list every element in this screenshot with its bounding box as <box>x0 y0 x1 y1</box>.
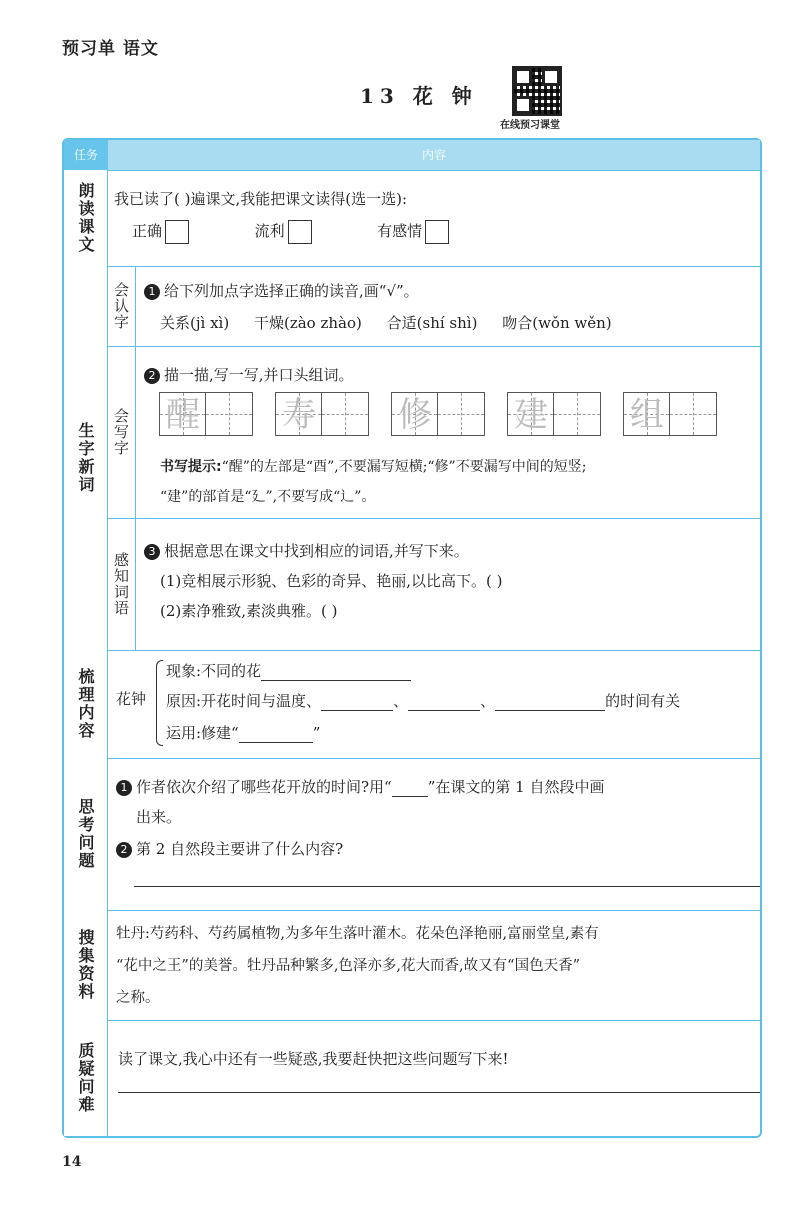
section-label-materials: 搜集资料 <box>64 910 108 1020</box>
pinyin-choice[interactable]: 吻合(wǒn wěn) <box>502 314 612 332</box>
page-number: 14 <box>62 1154 82 1170</box>
section-label-outline: 梳理内容 <box>64 650 108 758</box>
option-checkbox[interactable] <box>165 220 189 244</box>
answer-line[interactable] <box>118 1092 760 1093</box>
outline-root: 花钟 <box>116 690 147 708</box>
materials-line-1: 牡丹:芍药科、芍药属植物,为多年生落叶灌木。花朵色泽艳丽,富丽堂皇,素有 <box>116 926 599 942</box>
writing-grid[interactable]: 修 <box>391 392 485 436</box>
writing-grid[interactable]: 组 <box>623 392 717 436</box>
writing-grid[interactable]: 建 <box>507 392 601 436</box>
perceive-item-1: (1)竞相展示形貌、色彩的奇异、艳丽,以比高下。( ) <box>160 572 503 590</box>
materials-line-3: 之称。 <box>116 990 160 1006</box>
section-label-questions: 思考问题 <box>64 758 108 910</box>
preview-table <box>62 138 762 1138</box>
section-label-doubts: 质疑问难 <box>64 1020 108 1136</box>
writing-grid[interactable]: 寿 <box>275 392 369 436</box>
perceive-instruction: 3 根据意思在课文中找到相应的词语,并写下来。 <box>144 540 469 561</box>
writing-grid[interactable]: 醒 <box>159 392 253 436</box>
recognize-words <box>160 312 612 333</box>
doubts-prompt: 读了课文,我心中还有一些疑惑,我要赶快把这些问题写下来! <box>118 1050 509 1068</box>
section-label-reading: 朗读课文 <box>64 170 108 266</box>
question-1: 1 作者依次介绍了哪些花开放的时间?用“ ”在课文的第 1 自然段中画 <box>116 776 604 797</box>
qr-code-icon[interactable] <box>512 66 562 116</box>
perceive-item-2: (2)素净雅致,素淡典雅。( ) <box>160 602 338 620</box>
sublabel-write: 会写字 <box>108 346 136 518</box>
sublabel-recognize: 会认字 <box>108 266 136 346</box>
outline-reason: 原因:开花时间与温度、 、 、 的时间有关 <box>166 692 681 710</box>
section-label-new-chars: 生字新词 <box>64 266 108 650</box>
qr-label: 在线预习课堂 <box>500 120 560 131</box>
outline-application: 运用:修建“ ” <box>166 724 321 742</box>
option-checkbox[interactable] <box>425 220 449 244</box>
write-instruction: 2 描一描,写一写,并口头组词。 <box>144 364 354 385</box>
header-content: 内容 <box>421 148 446 162</box>
reading-options <box>132 220 449 244</box>
writing-tip-line1: 书写提示:“醒”的左部是“酉”,不要漏写短横;“修”不要漏写中间的短竖; <box>160 459 587 475</box>
recognize-instruction: 1 给下列加点字选择正确的读音,画“√”。 <box>144 280 419 301</box>
pinyin-choice[interactable]: 关系(jì xì) <box>160 314 230 332</box>
reading-line: 我已读了( )遍课文,我能把课文读得(选一选): <box>114 190 407 208</box>
materials-line-2: “花中之王”的美誉。牡丹品种繁多,色泽亦多,花大而香,故又有“国色天香” <box>116 958 580 974</box>
header-task: 任务 <box>64 140 108 170</box>
book-label: 预习单 语文 <box>62 39 159 59</box>
lesson-title: 13 花 钟 <box>360 84 478 108</box>
option-label: 有感情 <box>377 222 423 240</box>
question-2: 2 第 2 自然段主要讲了什么内容? <box>116 838 343 859</box>
option-label: 流利 <box>254 222 285 240</box>
outline-phenomenon: 现象:不同的花 <box>166 660 411 681</box>
option-checkbox[interactable] <box>288 220 312 244</box>
question-1-cont: 出来。 <box>136 808 182 826</box>
answer-line[interactable] <box>134 886 760 887</box>
pinyin-choice[interactable]: 合适(shí shì) <box>386 314 478 332</box>
option-label: 正确 <box>132 222 163 240</box>
table-header <box>64 140 760 171</box>
writing-tip-line2: “建”的部首是“廴”,不要写成“辶”。 <box>160 489 376 505</box>
sublabel-perceive: 感知词语 <box>108 518 136 650</box>
pinyin-choice[interactable]: 干燥(zào zhào) <box>253 314 362 332</box>
